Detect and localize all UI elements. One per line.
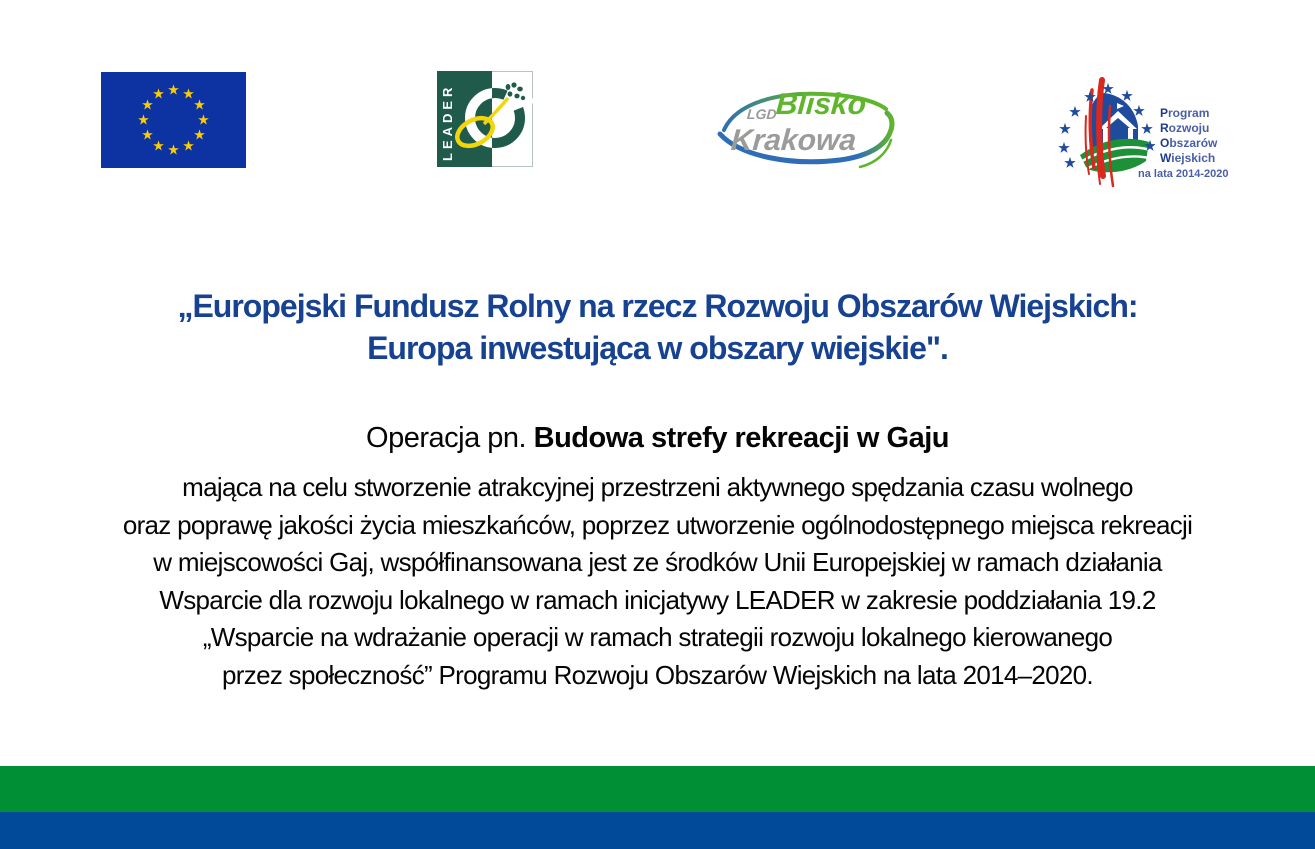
operation-line bbox=[0, 420, 1315, 456]
prow-logo-years: na lata 2014-2020 bbox=[1138, 168, 1229, 180]
description-line: oraz poprawę jakości życia mieszkańców, poprzez utworzenie ogólnodostępnego miejsca rekreacji bbox=[122, 509, 1193, 540]
footer-blue-stripe bbox=[0, 812, 1315, 849]
leader-logo-label: LEADER bbox=[440, 83, 455, 161]
prow-text-line: Program bbox=[1160, 106, 1210, 120]
heading-line-2: Europa inwestująca w obszary wiejskie". bbox=[367, 330, 948, 366]
blisko-name-text: Blisko bbox=[774, 88, 868, 121]
prow-logo-text bbox=[1160, 106, 1218, 166]
operation-name: Budowa strefy rekreacji w Gaju bbox=[533, 422, 949, 454]
lgd-blisko-krakowa-logo bbox=[710, 88, 896, 174]
krakowa-name-text: Krakowa bbox=[729, 124, 858, 157]
prow-text-line: Wiejskich bbox=[1160, 151, 1216, 165]
leader-logo-icon bbox=[437, 71, 533, 167]
description-line: w miejscowości Gaj, współfinansowana jest ze środków Unii Europejskiej w ramach działania bbox=[153, 547, 1162, 577]
description-line: Wsparcie dla rozwoju lokalnego w ramach inicjatywy LEADER w zakresie poddziałania 19.2 bbox=[159, 584, 1156, 615]
prow-text-line: Rozwoju bbox=[1160, 121, 1210, 135]
prow-text-line: Obszarów bbox=[1160, 136, 1218, 150]
blisko-lgd-text: LGD bbox=[746, 106, 778, 122]
footer-green-stripe bbox=[0, 766, 1315, 812]
description-line: „Wsparcie na wdrażanie operacji w ramach strategii rozwoju lokalnego kierowanego bbox=[202, 622, 1113, 652]
description-line: mająca na celu stworzenie atrakcyjnej przestrzeni aktywnego spędzania czasu wolnego bbox=[182, 472, 1133, 502]
description-paragraph bbox=[0, 469, 1315, 694]
prow-logo bbox=[1050, 76, 1229, 188]
description-line: przez społeczność” Programu Rozwoju Obszarów Wiejskich na lata 2014–2020. bbox=[222, 659, 1093, 690]
operation-prefix: Operacja pn. bbox=[366, 422, 534, 454]
eu-flag-icon bbox=[101, 72, 246, 168]
heading-line-1: „Europejski Fundusz Rolny na rzecz Rozwoju Obszarów Wiejskich: bbox=[177, 288, 1138, 324]
main-heading bbox=[0, 285, 1315, 369]
